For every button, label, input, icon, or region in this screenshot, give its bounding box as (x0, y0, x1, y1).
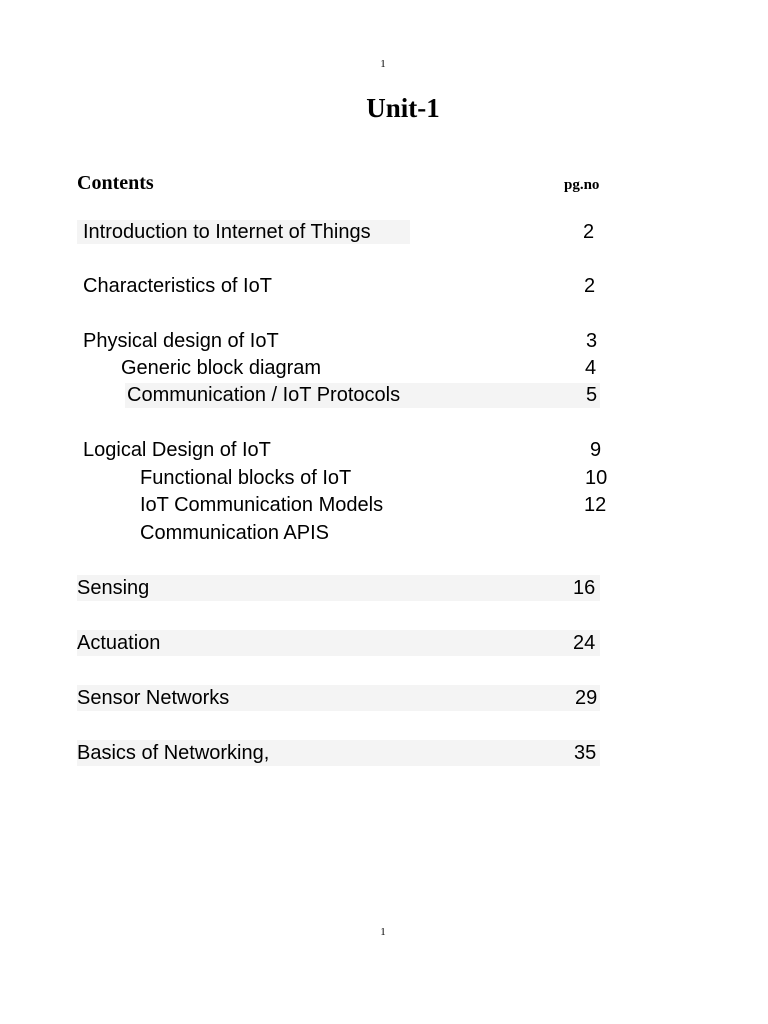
toc-entry-label: Generic block diagram (121, 357, 322, 379)
toc-entry-page: 24 (573, 632, 596, 654)
toc-entry-page: 2 (584, 275, 596, 297)
toc-entry-label: Functional blocks of IoT (140, 467, 352, 489)
toc-entry-label: Logical Design of IoT (83, 439, 271, 461)
page-number-bottom: 1 (380, 926, 386, 938)
highlight-bar (77, 575, 600, 601)
toc-entry-page: 35 (574, 742, 597, 764)
toc-entry-page: 9 (590, 439, 602, 461)
toc-entry-label: Communication APIS (140, 522, 329, 544)
toc-entry-page: 4 (585, 357, 597, 379)
toc-entry-page: 12 (584, 494, 607, 516)
toc-entry-label: Actuation (77, 632, 161, 654)
toc-entry-page: 16 (573, 577, 596, 599)
page-number-top: 1 (380, 58, 386, 70)
toc-entry-label: Sensor Networks (77, 687, 230, 709)
toc-entry-page: 2 (583, 221, 595, 243)
page-number-heading: pg.no (564, 177, 600, 193)
toc-entry-label: Communication / IoT Protocols (127, 384, 401, 406)
toc-entry-label: IoT Communication Models (140, 494, 384, 516)
contents-heading: Contents (77, 172, 154, 194)
toc-entry-page: 3 (586, 330, 598, 352)
toc-entry-page: 29 (575, 687, 598, 709)
toc-entry-label: Physical design of IoT (83, 330, 279, 352)
toc-entry-label: Basics of Networking, (77, 742, 270, 764)
page-title: Unit-1 (366, 93, 440, 123)
toc-entry-label: Introduction to Internet of Things (83, 221, 371, 243)
toc-entry-label: Characteristics of IoT (83, 275, 272, 297)
toc-entry-page: 10 (585, 467, 608, 489)
toc-entry-page: 5 (586, 384, 598, 406)
toc-entry-label: Sensing (77, 577, 150, 599)
